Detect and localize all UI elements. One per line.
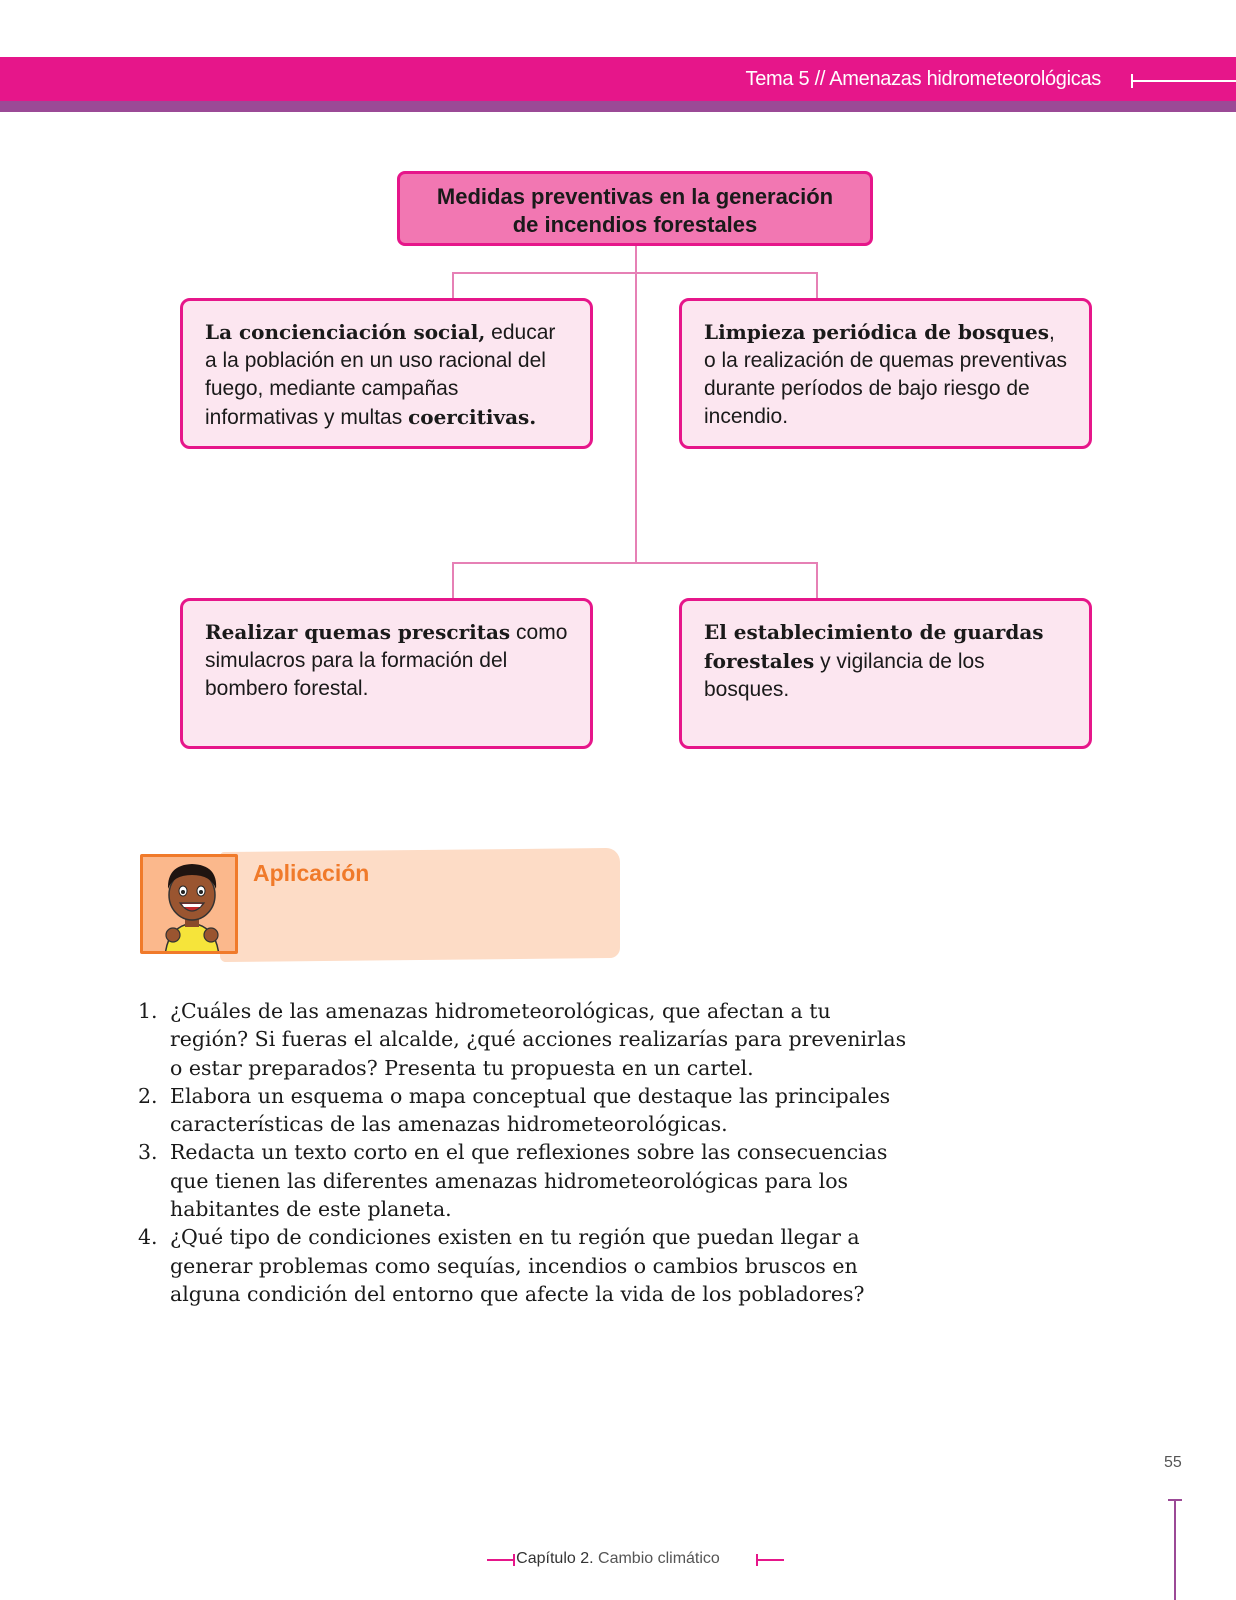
application-title: Aplicación — [253, 860, 370, 886]
connector-top-right — [816, 272, 818, 299]
chapter-label: Capítulo 2. — [516, 1550, 594, 1567]
section-title: Tema 5 // Amenazas hidrometeorológicas — [745, 68, 1101, 90]
chapter-name: Cambio climático — [598, 1550, 720, 1567]
node-bold-text: El establecimiento de guardas forestales — [704, 620, 1044, 673]
connector-trunk — [635, 246, 637, 564]
diagram-node-forest-cleaning — [679, 298, 1092, 449]
node-bold-text: Realizar quemas prescritas — [205, 620, 511, 644]
footer — [0, 1550, 1236, 1568]
footer-rule-right-cap — [756, 1554, 758, 1566]
item-text: ¿Cuáles de las amenazas hidrometeorológicas, que afectan a tu región? Si fueras el alcalde, ¿qué acciones realizarías para prevenirlas o estar preparados? Presenta tu propuesta en un cartel. — [170, 999, 907, 1080]
item-text: Elabora un esquema o mapa conceptual que destaque las principales características de las amenazas hidrometeorológicas. — [170, 1083, 891, 1137]
node-bold-text: coercitivas. — [408, 405, 537, 429]
list-item — [138, 997, 908, 1082]
diagram-root-node — [397, 171, 873, 246]
node-text: como simulacros para la formación del bombero forestal. — [205, 621, 568, 700]
item-number: 4. — [138, 1225, 158, 1250]
node-text: educar a la población en un uso racional del fuego, mediante campañas informativas y multas — [205, 321, 556, 429]
list-item — [138, 1223, 908, 1308]
page-number: 55 — [1164, 1454, 1182, 1471]
diagram-node-social-awareness — [180, 298, 593, 449]
diagram-node-forest-guards — [679, 598, 1092, 749]
node-text: y vigilancia de los bosques. — [704, 650, 985, 701]
node-bold-text: La concienciación social, — [205, 320, 486, 344]
connector-bottom-right — [816, 562, 818, 599]
student-avatar-icon — [143, 857, 238, 954]
item-text: ¿Qué tipo de condiciones existen en tu región que puedan llegar a generar problemas como sequías, incendios o cambios bruscos en alguna condición del entorno que afecte la vida de los pobladores? — [170, 1225, 865, 1306]
node-text: , o la realización de quemas preventivas durante períodos de bajo riesgo de incendio. — [704, 321, 1068, 428]
root-line-1: Medidas preventivas en la generación — [436, 184, 834, 209]
diagram-node-prescribed-burns — [180, 598, 593, 749]
footer-rule-right — [756, 1559, 784, 1561]
connector-top-horizontal — [452, 272, 818, 274]
item-number: 3. — [138, 1140, 158, 1165]
list-item — [138, 1138, 908, 1223]
root-line-2: de incendios forestales — [512, 212, 758, 237]
item-number: 2. — [138, 1083, 158, 1108]
question-list — [138, 997, 908, 1308]
node-bold-text: Limpieza periódica de bosques — [704, 320, 1050, 344]
item-number: 1. — [138, 999, 158, 1023]
connector-bottom-left — [452, 562, 454, 599]
connector-top-left — [452, 272, 454, 299]
margin-rule-cap — [1168, 1499, 1182, 1501]
item-text: Redacta un texto corto en el que reflexiones sobre las consecuencias que tienen las diferentes amenazas hidrometeorológicas para los habitantes de este planeta. — [170, 1140, 888, 1222]
connector-bottom-horizontal — [452, 562, 818, 564]
list-item — [138, 1082, 908, 1139]
avatar-frame — [140, 854, 238, 954]
